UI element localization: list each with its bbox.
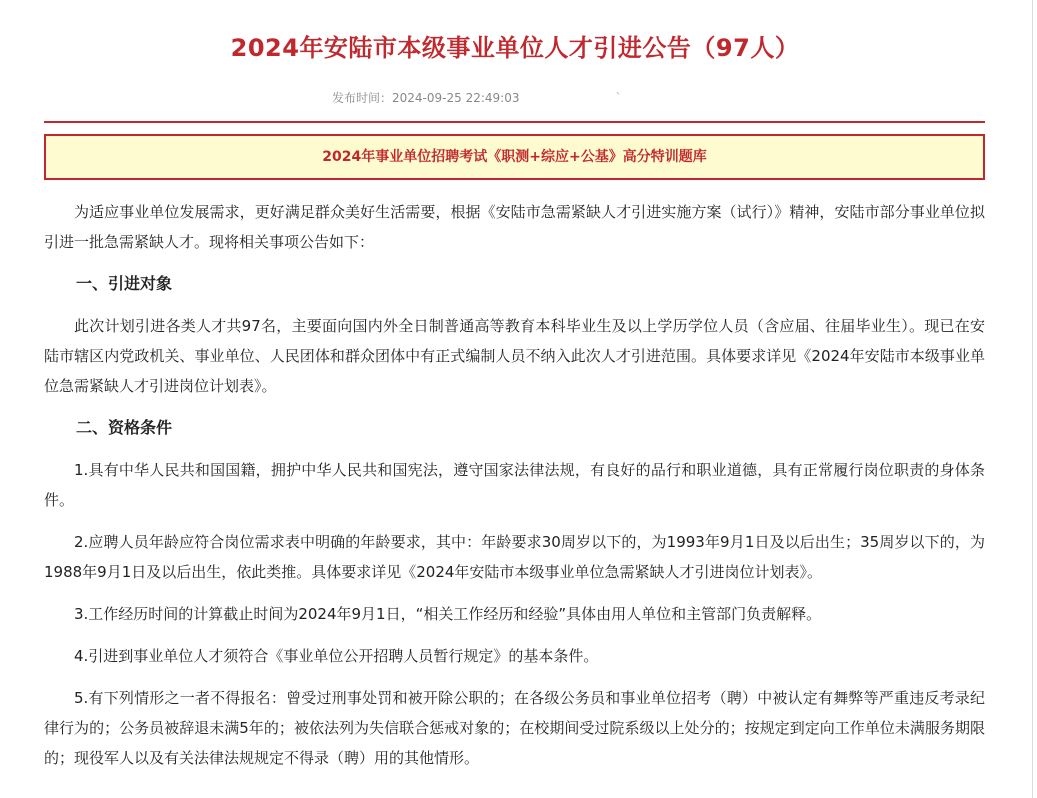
page-right-border (1032, 0, 1033, 798)
section-heading-targets: 一、引进对象 (76, 274, 173, 293)
meta-tick: ` (615, 91, 622, 105)
qualification-item: 5.有下列情形之一者不得报名：曾受过刑事处罚和被开除公职的；在各级公务员和事业单位招考（聘）中被认定有舞弊等严重违反考录纪律行为的；公务员被辞退未满5年的；被依法列为失信联合惩戒对象的；在校期间受过院系级以上处分的；按规定到定向工作单位未满服务期限的；现役军人以及有关法律法规规定不得录（聘）用的其他情形。 (44, 689, 985, 767)
qualification-item: 4.引进到事业单位人才须符合《事业单位公开招聘人员暂行规定》的基本条件。 (74, 647, 599, 665)
publish-time: 2024-09-25 22:49:03 (392, 91, 520, 105)
qualification-item: 2.应聘人员年龄应符合岗位需求表中明确的年龄要求，其中：年龄要求30周岁以下的，为1993年9月1日及以后出生；35周岁以下的，为1988年9月1日及以后出生，依此类推。具体要求详见《2024年安陆市本级事业单位急需紧缺人才引进岗位计划表》。 (44, 533, 985, 581)
qualification-item: 3.工作经历时间的计算截止时间为2024年9月1日，“相关工作经历和经验”具体由用人单位和主管部门负责解释。 (74, 605, 822, 623)
article-body (44, 197, 985, 785)
intro-paragraph: 为适应事业单位发展需求，更好满足群众美好生活需要，根据《安陆市急需紧缺人才引进实施方案（试行）》精神，安陆市部分事业单位拟引进一批急需紧缺人才。现将相关事项公告如下： (44, 203, 985, 251)
article-title: 2024年安陆市本级事业单位人才引进公告（97人） (230, 34, 800, 62)
publish-meta (332, 89, 621, 106)
section-paragraph-targets: 此次计划引进各类人才共97名，主要面向国内外全日制普通高等教育本科毕业生及以上学历学位人员（含应届、往届毕业生）。现已在安陆市辖区内党政机关、事业单位、人民团体和群众团体中有正式编制人员不纳入此次人才引进范围。具体要求详见《2024年安陆市本级事业单位急需紧缺人才引进岗位计划表》。 (44, 317, 985, 395)
qualification-item: 1.具有中华人民共和国国籍，拥护中华人民共和国宪法，遵守国家法律法规，有良好的品行和职业道德，具有正常履行岗位职责的身体条件。 (44, 461, 985, 509)
promo-banner-link[interactable]: 2024年事业单位招聘考试《职测+综应+公基》高分特训题库 (44, 134, 985, 180)
publish-label: 发布时间： (332, 91, 393, 105)
title-divider (44, 121, 985, 123)
section-heading-qualifications: 二、资格条件 (76, 418, 173, 437)
